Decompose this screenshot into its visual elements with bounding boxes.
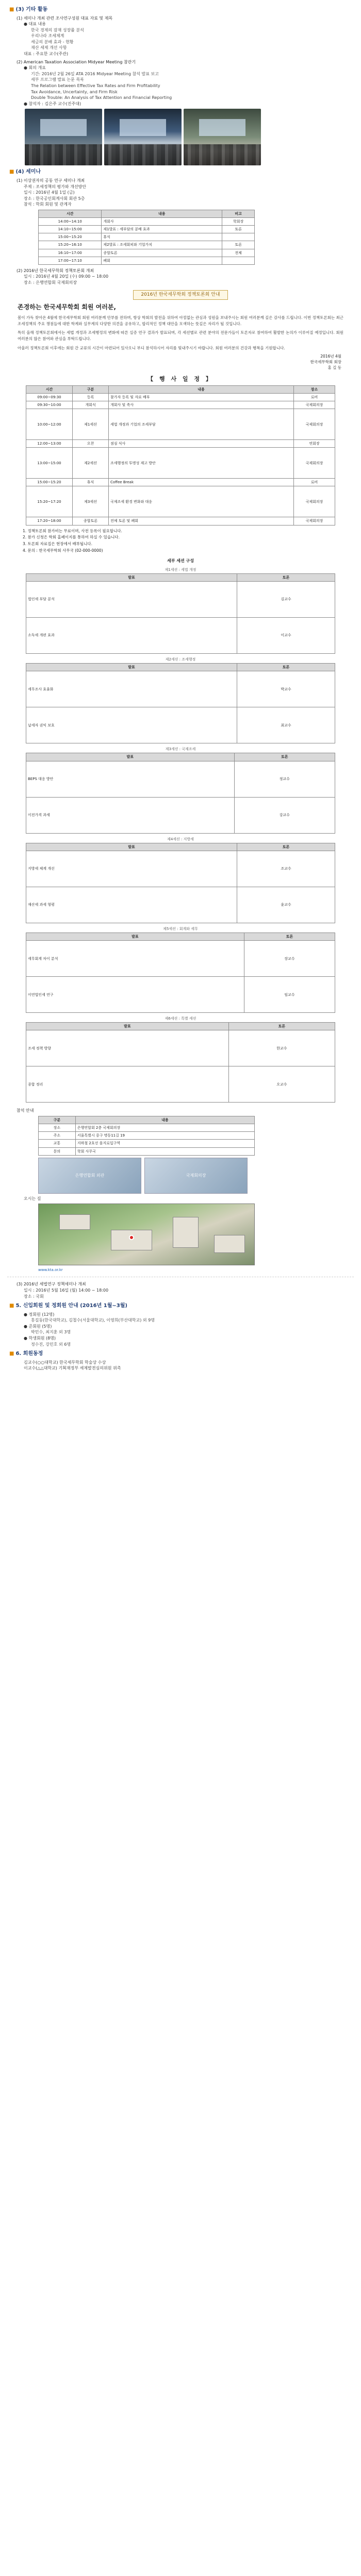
table-cell: 소득세 개편 효과 — [26, 617, 237, 653]
letter-headline: 존경하는 한국세무학회 회원 여러분, — [18, 303, 116, 311]
table-header: 내용 — [109, 385, 294, 393]
session-table — [26, 1022, 335, 1103]
list-item: 참석 : 학회 회원 및 관계자 — [24, 202, 72, 207]
section-title-text: 6. 회원동정 — [15, 1351, 43, 1357]
list-item-text: 정회원 (12명) — [28, 1312, 55, 1317]
table-header: 발표 — [26, 933, 244, 940]
table-cell: 17:20~18:00 — [26, 517, 73, 525]
table-cell: 주소 — [39, 1132, 76, 1140]
table-header: 발표 — [26, 573, 237, 581]
table-header: 발표 — [26, 843, 237, 851]
table-row — [39, 233, 255, 241]
session-block — [7, 837, 354, 923]
list-item: 장소 : 한국공인회계사회 회관 5층 — [24, 196, 85, 201]
section-title-seminar — [9, 168, 354, 176]
table-cell: 연회장 — [294, 440, 335, 448]
table-cell: 이전가격 과세 — [26, 797, 235, 833]
table-row — [26, 517, 335, 525]
table-cell: 지하철 2호선 을지로입구역 — [75, 1140, 254, 1147]
subsection-title: (2) 2016년 한국세무학회 정책토론회 개최 — [17, 268, 94, 273]
list-item: 이교수(△△대학교) 기획재정부 세제발전심의위원 위촉 — [24, 1366, 121, 1371]
table-cell: 세법 개정과 기업의 조세부담 — [109, 409, 294, 440]
table-cell: 최교수 — [237, 707, 335, 743]
event-photo — [184, 109, 261, 165]
venue-photos — [38, 1158, 354, 1194]
list-item: 한국 경제의 잠재 성장률 분석 — [31, 27, 84, 32]
table-cell: 09:00~09:30 — [26, 393, 73, 401]
list-item: 정수진, 강민호 외 6명 — [31, 1342, 71, 1347]
table-cell: 로비 — [294, 479, 335, 486]
table-cell: 이교수 — [237, 617, 335, 653]
table-cell: 납세자 권익 보호 — [26, 707, 237, 743]
table-cell: 한교수 — [228, 1030, 335, 1066]
session-head: 제2세션 : 조세행정 — [165, 657, 196, 662]
event-photo — [104, 109, 182, 165]
table-row — [26, 887, 335, 923]
bullet-icon: ■ — [9, 1303, 14, 1309]
photo-row — [25, 109, 354, 165]
table-cell: 전체 — [222, 249, 255, 257]
table-row — [26, 671, 335, 707]
table-row — [39, 249, 255, 257]
table-row — [26, 479, 335, 486]
letter-signer: 한국세무학회 회장 — [310, 360, 341, 365]
seminar-schedule-table — [38, 210, 255, 265]
table-cell: 폐회 — [102, 257, 222, 264]
table-cell: 오찬 — [73, 440, 109, 448]
table-row — [39, 1140, 255, 1147]
table-row — [26, 393, 335, 401]
table-header: 장소 — [294, 385, 335, 393]
table-cell: 종합토론 — [73, 517, 109, 525]
table-cell: 15:20~16:10 — [39, 241, 102, 249]
table-cell: 전체 토론 및 폐회 — [109, 517, 294, 525]
list-item: 김교수(○○대학교) 한국세무학회 학술상 수상 — [24, 1360, 106, 1365]
list-item: 우리나라 조세체계 — [31, 33, 64, 39]
table-cell: 12:00~13:00 — [26, 440, 73, 448]
section-title-activities — [9, 6, 354, 14]
table-cell: 장교수 — [244, 941, 335, 977]
list-item-text: 참석자 : 김은주 교수(진주대) — [28, 101, 81, 106]
venue-photo: 국제회의장 — [144, 1158, 248, 1194]
session-head: 제3세션 : 국제조세 — [165, 747, 196, 752]
program-table — [26, 385, 335, 526]
table-header: 토론 — [237, 573, 335, 581]
table-header: 시간 — [39, 210, 102, 217]
note-item: 4. 문의 : 한국세무학회 사무국 (02-000-0000) — [23, 548, 103, 553]
program-title: 【 행 사 일 정 】 — [147, 375, 214, 382]
list-item: 일시 : 2016년 4월 1일 (금) — [24, 190, 75, 195]
session-table — [26, 573, 335, 654]
letter-paragraph: 특히 올해 정책토론회에서는 세법 개정과 조세행정의 변화에 따른 실증 연구 결과가 발표되며, 각 세션별로 관련 분야의 전문가들이 토론자로 참여하여 활발한 논의가 이루어질 예정입니다. 회원 여러분의 많은 참여와 관심을 부탁드립니다. — [18, 330, 343, 341]
venue-title: 참석 안내 — [17, 1108, 34, 1113]
table-cell: 국제조세 환경 변화와 대응 — [109, 486, 294, 517]
session-head: 제1세션 : 세법 개정 — [165, 567, 196, 572]
sessions-title: 세부 세션 구성 — [167, 558, 194, 564]
table-cell: Coffee Break — [109, 479, 294, 486]
table-row — [26, 440, 335, 448]
table-row — [26, 409, 335, 440]
section-title-members — [9, 1302, 354, 1310]
list-item: 장소 : 은행연합회 국제회의장 — [24, 280, 77, 285]
table-cell: BEPS 대응 방안 — [26, 761, 235, 797]
table-row — [26, 581, 335, 617]
section-title-text: (4) 세미나 — [15, 169, 41, 175]
table-row — [39, 1132, 255, 1140]
list-item: 장소 : 국회 — [24, 1294, 44, 1299]
session-block — [7, 1016, 354, 1103]
table-cell: 문의 — [39, 1147, 76, 1155]
table-cell: 국제회의장 — [294, 401, 335, 409]
table-cell: 임교수 — [244, 977, 335, 1013]
table-cell: 14:10~15:00 — [39, 226, 102, 233]
table-cell: 국제회의장 — [294, 486, 335, 517]
table-row — [26, 851, 335, 887]
session-table — [26, 843, 335, 923]
table-cell: 제1발표 : 세부담의 분배 효과 — [102, 226, 222, 233]
table-cell: 학회 사무국 — [75, 1147, 254, 1155]
table-header: 구분 — [73, 385, 109, 393]
section-title-text: (3) 기타 활동 — [15, 7, 48, 12]
list-item: ● 정회원 (12명) — [24, 1312, 55, 1317]
list-item: ● 학생회원 (8명) — [24, 1336, 56, 1341]
list-item-text: 준회원 (5명) — [28, 1324, 52, 1329]
table-header: 토론 — [237, 664, 335, 671]
table-cell: 제3세션 — [73, 486, 109, 517]
seminar-label: ● 대표 내용 — [24, 22, 46, 27]
table-cell: 휴식 — [102, 233, 222, 241]
table-cell: 제2발표 : 조세회피와 기업가치 — [102, 241, 222, 249]
notes-list — [23, 529, 338, 554]
location-map — [38, 1204, 255, 1265]
list-item: ● 참석자 : 김은주 교수(진주대) — [24, 101, 81, 106]
table-header: 시간 — [26, 385, 73, 393]
session-head: 제4세션 : 지방세 — [167, 837, 194, 841]
bullet-icon: ■ — [9, 169, 14, 175]
table-cell: 국제회의장 — [294, 409, 335, 440]
table-cell — [222, 257, 255, 264]
table-header: 내용 — [102, 210, 222, 217]
list-item: 홍길동(한국대학교), 김철수(서울대학교), 이영희(부산대학교) 외 9명 — [31, 1318, 155, 1323]
venue-table — [38, 1116, 255, 1156]
table-row — [26, 1066, 335, 1103]
list-item: 재산 세제 개선 사항 — [31, 45, 67, 50]
session-head: 제5세션 : 회계와 세무 — [163, 926, 198, 931]
note-item: 2. 참가 신청은 학회 홈페이지를 통하여 하실 수 있습니다. — [23, 535, 120, 540]
table-row — [26, 1030, 335, 1066]
invitation-banner: 2016년 한국세무학회 정책토론회 안내 — [133, 290, 227, 300]
table-cell: 지방세 체계 개선 — [26, 851, 237, 887]
bullet-icon: ■ — [9, 7, 14, 12]
table-row — [39, 257, 255, 264]
table-cell: 제2세션 — [73, 448, 109, 479]
table-cell: 15:00~15:20 — [39, 233, 102, 241]
subsection-title: (3) 2016년 세법연구 정책세미나 개최 — [17, 1282, 86, 1287]
table-cell: 휴식 — [73, 479, 109, 486]
table-cell: 교통 — [39, 1140, 76, 1147]
letter-paragraph: 아울러 정책토론회 이후에는 회원 간 교류의 시간이 마련되어 있사오니 부디 참석하시어 자리를 빛내주시기 바랍니다. 회원 여러분의 건강과 행복을 기원합니다. — [18, 345, 285, 350]
list-item: 박민수, 최지훈 외 3명 — [31, 1330, 71, 1335]
table-header: 토론 — [244, 933, 335, 940]
table-cell: 국제회의장 — [294, 517, 335, 525]
venue-photo: 은행연합회 외관 — [38, 1158, 141, 1194]
contact-line: 대표 : 주요한 교수(주관) — [24, 52, 69, 57]
table-row — [26, 797, 335, 833]
table-cell: 조교수 — [237, 851, 335, 887]
section-title-news — [9, 1350, 354, 1358]
session-table — [26, 933, 335, 1013]
table-header: 구분 — [39, 1116, 76, 1124]
table-cell: 16:10~17:00 — [39, 249, 102, 257]
banner-wrap — [7, 290, 354, 300]
table-row — [26, 707, 335, 743]
table-cell: 은행연합회 2층 국제회의장 — [75, 1124, 254, 1132]
table-row — [26, 401, 335, 409]
table-cell: 국제회의장 — [294, 448, 335, 479]
table-row — [39, 1124, 255, 1132]
table-cell: 윤교수 — [237, 887, 335, 923]
letter-paragraph: 봄이 가득 찾아온 4월에 한국세무학회 회원 여러분께 안부를 전하며, 항상 학회의 발전을 위하여 아낌없는 관심과 성원을 보내주시는 회원 여러분께 깊은 감사를 드립니다. 이번 정책토론회는 최근 조세정책의 주요 쟁점들에 대한 학계와 실무계의 다양한 의견을 공유하고, 합리적인 정책 대안을 모색하는 뜻깊은 자리가 될 것입니다. — [18, 315, 343, 326]
list-item-text: 회의 개요 — [28, 65, 46, 71]
table-header: 내용 — [75, 1116, 254, 1124]
table-cell: 참가자 등록 및 자료 배부 — [109, 393, 294, 401]
table-cell: 17:00~17:10 — [39, 257, 102, 264]
list-item: Tax Avoidance, Uncertainty, and Firm Risk — [31, 89, 118, 94]
session-block — [7, 926, 354, 1013]
table-cell: 제1세션 — [73, 409, 109, 440]
letter-date: 2016년 4월 — [320, 354, 341, 359]
table-cell: 등록 — [73, 393, 109, 401]
table-cell: 개회사 — [102, 218, 222, 226]
table-row — [26, 486, 335, 517]
list-item: 세금의 분배 효과 - 현황 — [31, 39, 74, 44]
table-cell: 박교수 — [237, 671, 335, 707]
table-row — [39, 1147, 255, 1155]
session-block — [7, 567, 354, 654]
table-cell — [222, 233, 255, 241]
table-header: 토론 — [234, 753, 335, 761]
table-cell: 토론 — [222, 241, 255, 249]
seminar-label-text: 대표 내용 — [28, 22, 46, 27]
subsection-title: (1) 이상권자의 공동 연구 세미나 개최 — [17, 178, 85, 183]
bullet-icon: ■ — [9, 1351, 14, 1357]
table-cell: 법인세 부담 분석 — [26, 581, 237, 617]
list-item: ● 회의 개요 — [24, 65, 46, 71]
table-cell: 김교수 — [237, 581, 335, 617]
note-item: 3. 토론회 자료집은 현장에서 배부됩니다. — [23, 541, 92, 547]
table-cell: 점심 식사 — [109, 440, 294, 448]
table-row — [26, 617, 335, 653]
table-row — [26, 941, 335, 977]
table-row — [39, 226, 255, 233]
table-header: 비고 — [222, 210, 255, 217]
table-row — [26, 448, 335, 479]
table-header: 발표 — [26, 1023, 229, 1030]
letter-signer-name: 홍 길 동 — [327, 365, 341, 370]
subsection-title: (1) 세미나 개최 관련 조사연구성원 대표 자료 및 제목 — [17, 15, 113, 21]
session-block — [7, 747, 354, 833]
list-item: 기간: 2016년 2월 26일 ATA 2016 Midyear Meeting 참석 발표 보고 — [31, 71, 159, 76]
list-item-text: 학생회원 (8명) — [28, 1336, 56, 1341]
table-cell: 정교수 — [234, 761, 335, 797]
table-row — [39, 241, 255, 249]
note-item: 1. 정책토론회 참가비는 무료이며, 사전 등록이 필요합니다. — [23, 528, 122, 533]
table-cell: 15:00~15:20 — [26, 479, 73, 486]
table-cell: 강교수 — [234, 797, 335, 833]
list-item: 주제 : 조세정책의 평가와 개선방안 — [24, 184, 87, 189]
table-cell: 로비 — [294, 393, 335, 401]
table-cell: 13:00~15:00 — [26, 448, 73, 479]
table-cell: 조세행정의 투명성 제고 방안 — [109, 448, 294, 479]
table-cell: 재산세 과세 형평 — [26, 887, 237, 923]
table-cell: 종합 정리 — [26, 1066, 229, 1103]
list-item: 일시 : 2016년 5월 16일 (월) 14:00 ~ 18:00 — [24, 1288, 109, 1293]
table-cell: 조세 정책 방향 — [26, 1030, 229, 1066]
table-cell: 14:00~14:10 — [39, 218, 102, 226]
table-row — [39, 218, 255, 226]
venue-link[interactable]: www.kta.or.kr — [38, 1268, 63, 1273]
table-row — [26, 977, 335, 1013]
table-cell: 서울특별시 중구 명동11길 19 — [75, 1132, 254, 1140]
list-item: ● 준회원 (5명) — [24, 1324, 52, 1329]
table-header: 토론 — [237, 843, 335, 851]
table-cell: 세무회계 차이 분석 — [26, 941, 244, 977]
table-cell: 이연법인세 연구 — [26, 977, 244, 1013]
session-head: 제6세션 : 특별 세션 — [165, 1016, 196, 1021]
session-block — [7, 657, 354, 743]
table-header: 발표 — [26, 753, 235, 761]
table-cell: 10:00~12:00 — [26, 409, 73, 440]
table-cell: 오교수 — [228, 1066, 335, 1103]
table-cell: 토론 — [222, 226, 255, 233]
table-cell: 세무조사 효율화 — [26, 671, 237, 707]
section-title-text: 5. 신입회원 및 정회원 안내 (2016년 1월~3월) — [15, 1303, 127, 1309]
list-item: 세부 프로그램 발표 논문 목록 — [31, 77, 84, 82]
table-row — [26, 761, 335, 797]
session-table — [26, 663, 335, 743]
table-cell: 장소 — [39, 1124, 76, 1132]
table-header: 토론 — [228, 1023, 335, 1030]
table-cell: 15:20~17:20 — [26, 486, 73, 517]
session-table — [26, 753, 335, 833]
table-cell: 학회장 — [222, 218, 255, 226]
table-header: 발표 — [26, 664, 237, 671]
map-label: 오시는 길 — [24, 1196, 41, 1201]
event-photo — [25, 109, 102, 165]
table-cell: 개회식 — [73, 401, 109, 409]
table-cell: 09:30~10:00 — [26, 401, 73, 409]
table-cell: 종합토론 — [102, 249, 222, 257]
list-item: 일시 : 2016년 4월 20일 (수) 09:00 ~ 18:00 — [24, 274, 109, 279]
subsection-title: (2) American Taxation Association Midyear Meeting 참관기 — [17, 59, 136, 64]
table-cell: 개회사 및 축사 — [109, 401, 294, 409]
list-item: Double Trouble: An Analysis of Tax Attention and Financial Reporting — [31, 95, 172, 100]
list-item: The Relation between Effective Tax Rates and Firm Profitability — [31, 83, 160, 89]
